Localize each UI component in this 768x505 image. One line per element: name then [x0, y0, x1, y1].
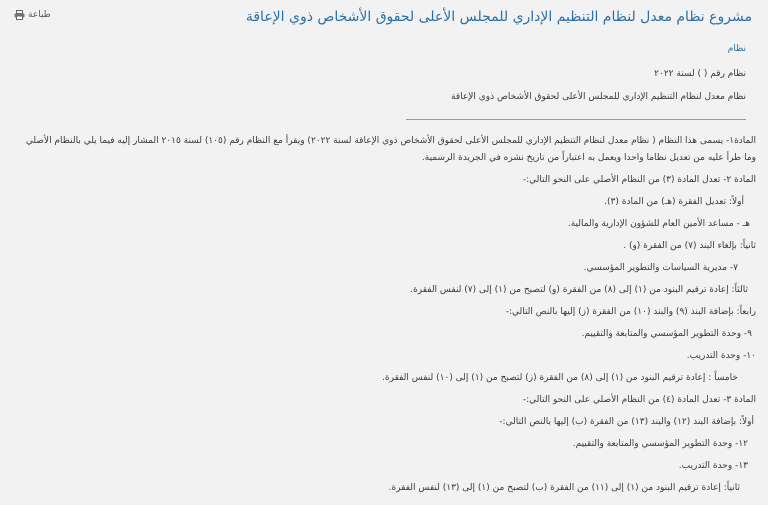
article-line: خامساً : إعادة ترقيم البنود من (١) إلى (٨) من الفقرة (ز) لتصبح من (١) إلى (١٠) لنفس الفقرة. — [382, 373, 738, 383]
article-line: أولاً: بإضافة البند (١٢) والبند (١٣) من الفقرة (ب) إليها بالنص التالي:- — [499, 417, 754, 427]
article-line: ١٢- وحدة التطوير المؤسسي والمتابعة والتقييم. — [572, 439, 748, 449]
article-line: أولاً: تعديل الفقرة (هـ) من المادة (٣). — [604, 197, 744, 207]
article-line: ٩- وحدة التطوير المؤسسي والمتابعة والتقييم. — [581, 329, 752, 339]
article-line: ١٠- وحدة التدريب. — [686, 351, 756, 361]
printer-icon — [14, 10, 25, 20]
regulation-name: نظام معدل لنظام التنظيم الإداري للمجلس الأعلى لحقوق الأشخاص ذوي الإعاقة — [451, 92, 746, 102]
article-line: رابعاً: بإضافة البند (٩) والبند (١٠) من الفقرة (ز) إليها بالنص التالي:- — [505, 307, 756, 317]
page-title: مشروع نظام معدل لنظام التنظيم الإداري للمجلس الأعلى لحقوق الأشخاص ذوي الإعاقة — [245, 9, 752, 25]
article-line: ثانياً: بإلغاء البند (٧) من الفقرة (و) . — [623, 241, 756, 251]
print-label: طباعة — [28, 10, 51, 20]
article-line: وما طرأ عليه من تعديل نظاما واحدا ويعمل به اعتباراً من تاريخ نشره في الجريدة الرسمية. — [421, 153, 756, 163]
regulation-number: نظام رقم ( ) لسنة ٢٠٢٢ — [654, 69, 746, 79]
divider — [406, 119, 746, 120]
article-line: المادة١- يسمى هذا النظام ( نظام معدل لنظام التنظيم الإداري للمجلس الأعلى لحقوق الأشخاص ذوي الإعاقة لسنة ٢٠٢٢) ويقرأ مع النظام رقم (١٠٥) لسنة ٢٠١٥ المشار إليه فيما يلي بالنظام الأصلي — [25, 136, 756, 146]
article-line: هـ - مساعد الأمين العام للشؤون الإدارية والمالية. — [567, 219, 750, 229]
breadcrumb-link[interactable]: نظام — [727, 44, 746, 54]
print-button[interactable] — [14, 10, 51, 20]
article-line: ثانياً: إعادة ترقيم البنود من (١) إلى (١١) من الفقرة (ب) لتصبح من (١) إلى (١٣) لنفس الفقرة. — [388, 483, 740, 493]
article-line: ١٣- وحدة التدريب. — [678, 461, 748, 471]
article-line: ثالثاً: إعادة ترقيم البنود من (١) إلى (٨) من الفقرة (و) لتصبح من (١) إلى (٧) لنفس الفقرة. — [410, 285, 748, 295]
article-line: المادة ٣- تعدل المادة (٤) من النظام الأصلي على النحو التالي:- — [522, 395, 756, 405]
article-line: المادة ٢- تعدل المادة (٣) من النظام الأصلي على النحو التالي:- — [522, 175, 756, 185]
article-line: ٧- مديرية السياسات والتطوير المؤسسي. — [583, 263, 738, 273]
